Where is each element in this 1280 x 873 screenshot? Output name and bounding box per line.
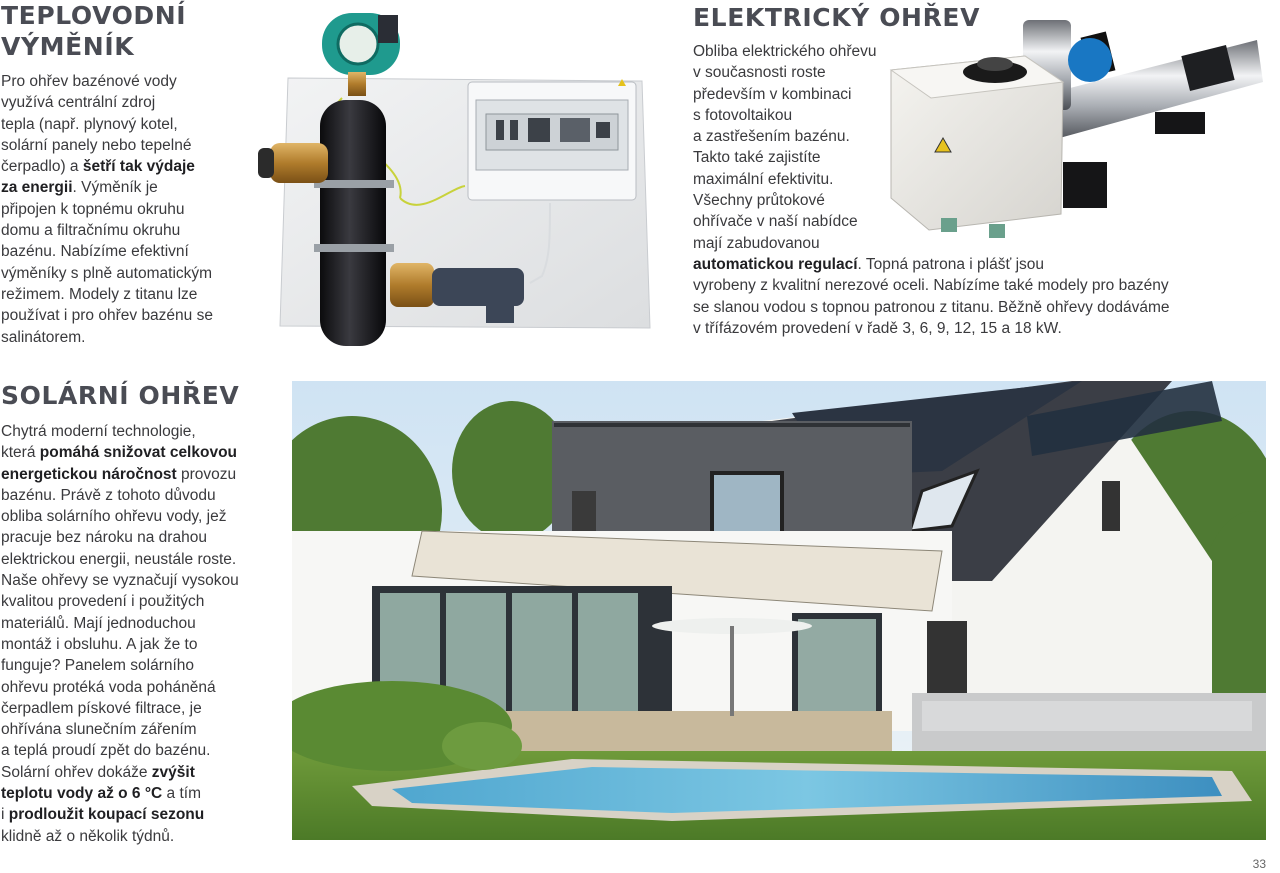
solar-paragraph (1, 421, 271, 847)
text-run: s fotovoltaikou (693, 106, 793, 124)
text-run: pracuje bez nároku na drahou (1, 529, 207, 547)
text-run: Všechny průtokové (693, 192, 825, 210)
text-run: ohřívána slunečním zářením (1, 721, 197, 739)
text-run: čerpadlo) a (1, 158, 83, 176)
text-run: Chytrá moderní technologie, (1, 423, 196, 440)
house-pool-photo (292, 381, 1266, 840)
text-run: především v kombinaci (693, 85, 852, 103)
text-run: se slanou vodou s topnou patronou z titanu. Běžně ohřevy dodáváme (693, 298, 1170, 316)
text-run: využívá centrální zdroj (1, 94, 156, 112)
text-run: Obliba elektrického ohřevu (693, 43, 877, 60)
text-run: Takto také zajistíte (693, 149, 821, 167)
electric-heater-image (885, 12, 1275, 247)
text-run: . Výměník je (72, 179, 158, 197)
text-run: i (1, 806, 9, 824)
text-run: klidně až o několik týdnů. (1, 827, 175, 845)
text-run: salinátorem. (1, 328, 86, 346)
text-run: Pro ohřev bazénové vody (1, 73, 177, 90)
text-run: ohřívače v naší nabídce (693, 213, 858, 231)
exchanger-paragraph (1, 71, 271, 348)
text-run: která (1, 444, 40, 462)
electric-heading: ELEKTRICKÝ OHŘEV (693, 3, 981, 32)
solar-heading: SOLÁRNÍ OHŘEV (1, 381, 240, 410)
text-run: solární panely nebo tepelné (1, 136, 192, 154)
text-run: montáž i obsluhu. A jak že to (1, 635, 198, 653)
text-run: vyrobeny z kvalitní nerezové oceli. Nabízíme také modely pro bazény (693, 277, 1169, 295)
text-run: funguje? Panelem solárního (1, 657, 195, 675)
text-run: kvalitou provedení i použitých (1, 593, 205, 611)
exchanger-heading-line1: TEPLOVODNÍ (1, 1, 187, 30)
text-run: . Topná patrona i plášť jsou (857, 255, 1044, 273)
heat-exchanger-image (250, 8, 660, 353)
text-run: a teplá proudí zpět do bazénu. (1, 742, 211, 760)
text-run: Naše ohřevy se vyznačují vysokou (1, 572, 239, 590)
bold-text-run: teplotu vody až o 6 °C (1, 785, 163, 803)
text-run: tepla (např. plynový kotel, (1, 115, 178, 133)
bold-text-run: energetickou náročnost (1, 465, 177, 483)
exchanger-heading (1, 0, 186, 62)
text-run: elektrickou energii, neustále roste. (1, 550, 237, 568)
exchanger-heading-line2: VÝMĚNÍK (1, 32, 135, 61)
text-run: v třífázovém provedení v řadě 3, 6, 9, 12, 15 a 18 kW. (693, 319, 1062, 337)
text-run: mají zabudovanou (693, 234, 820, 252)
text-run: ohřevu protéká voda poháněná (1, 678, 216, 696)
text-run: výměníky s plně automatickým (1, 264, 213, 282)
text-run: a zastřešením bazénu. (693, 128, 850, 146)
text-run: v současnosti roste (693, 64, 826, 82)
text-run: bazénu. Nabízíme efektivní (1, 243, 189, 261)
text-run: maximální efektivitu. (693, 170, 834, 188)
text-run: materiálů. Mají jednoduchou (1, 614, 196, 632)
text-run: používat i pro ohřev bazénu se (1, 307, 213, 325)
bold-text-run: automatickou regulací (693, 255, 858, 273)
text-run: Solární ohřev dokáže (1, 763, 152, 781)
text-run: bazénu. Právě z tohoto důvodu (1, 486, 216, 504)
bold-text-run: za energii (1, 179, 73, 197)
text-run: čerpadlem pískové filtrace, je (1, 699, 202, 717)
text-run: režimem. Modely z titanu lze (1, 285, 198, 303)
text-run: a tím (162, 785, 201, 803)
bold-text-run: šetří tak výdaje (82, 158, 195, 176)
text-run: připojen k topnému okruhu (1, 200, 185, 218)
text-run: provozu (176, 465, 237, 483)
bold-text-run: prodloužit koupací sezonu (8, 806, 205, 824)
bold-text-run: pomáhá snižovat celkovou (39, 444, 238, 462)
text-run: obliba solárního ohřevu vody, jež (1, 508, 227, 526)
page-number: 33 (1252, 857, 1266, 871)
text-run: domu a filtračnímu okruhu (1, 222, 181, 240)
bold-text-run: zvýšit (151, 763, 195, 781)
